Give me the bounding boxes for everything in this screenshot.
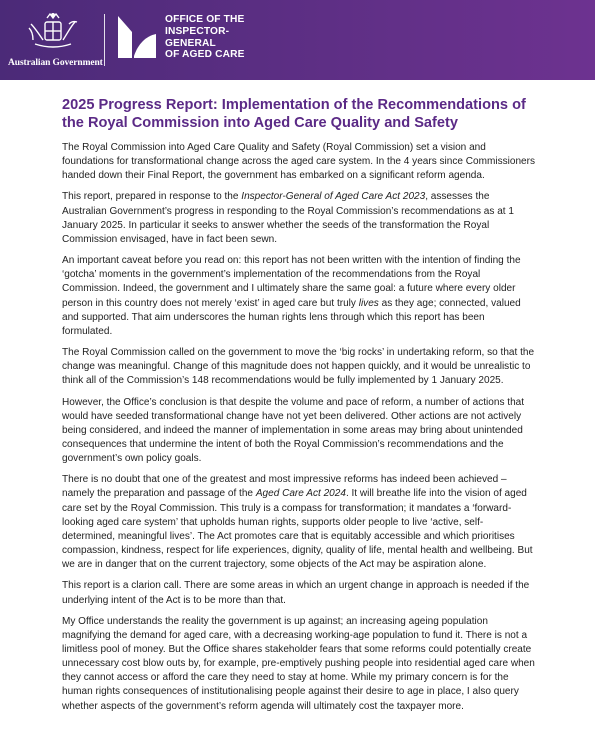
header-banner (0, 0, 595, 80)
paragraph (62, 396, 536, 467)
paragraph-text: as they age; connected, valued and supported. That aim underscores the human rights lens through which this report has been formulated. (62, 297, 521, 337)
paragraph (62, 579, 536, 607)
paragraph-text: However, the Office’s conclusion is that despite the volume and pace of reform, a number of actions that would have seeded transformational change have not yet been delivered. Other actions are not actively being considered, and indeed the manner of implementation in some areas may bring about unintended consequences that undermine the intent of both the Royal Commission’s recommendations and the government’s own policy goals. (62, 396, 525, 465)
paragraph (62, 254, 536, 339)
paragraph-text: , assesses the Australian Government’s progress in responding to the Royal Commission’s recommendations as at 1 January 2025. In particular it seeks to answer whether the seeds of the transformation the Royal Commission envisaged, have in fact been sewn. (62, 191, 514, 245)
paragraph (62, 190, 536, 247)
legislation-title: Aged Care Act 2024 (255, 488, 346, 500)
office-name (165, 14, 245, 61)
office-name-line: GENERAL (165, 37, 216, 49)
paragraph-text: My Office understands the reality the government is up against; an increasing ageing population magnifying the demand for aged care, with a decreasing working-age population to fund it. There is not a limitless pool of money. But the Office shares stakeholder fears that some reforms could potentially create unnecessary cost blow outs by, for example, pre-emptively pushing people into residential aged care when they cannot access or afford the care they need to stay at home. While my primary concern is for the human rights consequences of institutionalising people against their desire to age in place, I also query whether aspects of the government’s reform agenda will ultimately cost the taxpayer more. (62, 615, 535, 712)
paragraph (62, 615, 536, 714)
paragraph (62, 141, 536, 183)
paragraph-text: . It will breathe life into the vision of aged care set by the Royal Commission. This truly is a compass for transformation; it mandates a ‘forward-looking aged care system’ that upholds human rights, supports older people to live ‘active, self-determined, meaningful lives’. The Act promotes care that is equitably accessible and which prioritises compassion, kindness, respect for life experiences, dignity, quality of life, mental health and wellbeing. But we are in danger that on the current trajectory, some objects of the Act may be aspiration alone. (62, 488, 533, 571)
office-name-line: INSPECTOR- (165, 25, 230, 37)
emphasis: lives (358, 297, 379, 309)
office-logo-icon (114, 14, 158, 60)
paragraph-text: An important caveat before you read on: this report has not been written with the intention of finding the ‘gotcha’ moments in the government’s implementation of the recommendations from the Royal Commission. Indeed, the government and I ultimately share the same goal: a future where every older person in this country does not merely ‘exist’ in aged care but truly (62, 255, 521, 309)
australian-government-logo (8, 10, 103, 74)
legislation-title: Inspector-General of Aged Care Act 2023 (241, 191, 426, 203)
page-title: 2025 Progress Report: Implementation of the Recommendations of the Royal Commission into Aged Care Quality and Safety (62, 97, 526, 131)
paragraph-text: There is no doubt that one of the greatest and most impressive reforms has indeed been achieved – namely the preparation and passage of the (62, 474, 507, 500)
paragraph-text: The Royal Commission called on the government to move the ‘big rocks’ in undertaking reform, so that the change was meaningful. Change of this magnitude does not happen quickly, and it would be unrealistic to think all of the Commission’s 148 recommendations would be fully implemented by 1 January 2025. (62, 347, 535, 387)
government-label: Australian Government (8, 58, 103, 68)
header-divider (104, 14, 105, 66)
paragraph (62, 346, 536, 388)
coat-of-arms-icon (25, 10, 81, 56)
document-body (62, 96, 536, 721)
paragraph-text: This report is a clarion call. There are some areas in which an urgent change in approach is needed if the underlying intent of the Act is to be more than that. (62, 580, 530, 606)
paragraph (62, 473, 536, 572)
office-name-line: OF AGED CARE (165, 49, 245, 61)
paragraph-text: The Royal Commission into Aged Care Quality and Safety (Royal Commission) set a vision and foundations for transformational change across the aged care system. In the 4 years since Commissioners handed down their Final Report, the government has embarked on a significant reform agenda. (62, 142, 535, 182)
paragraph-text: This report, prepared in response to the (62, 191, 242, 203)
office-name-line: OFFICE OF THE (165, 14, 245, 25)
